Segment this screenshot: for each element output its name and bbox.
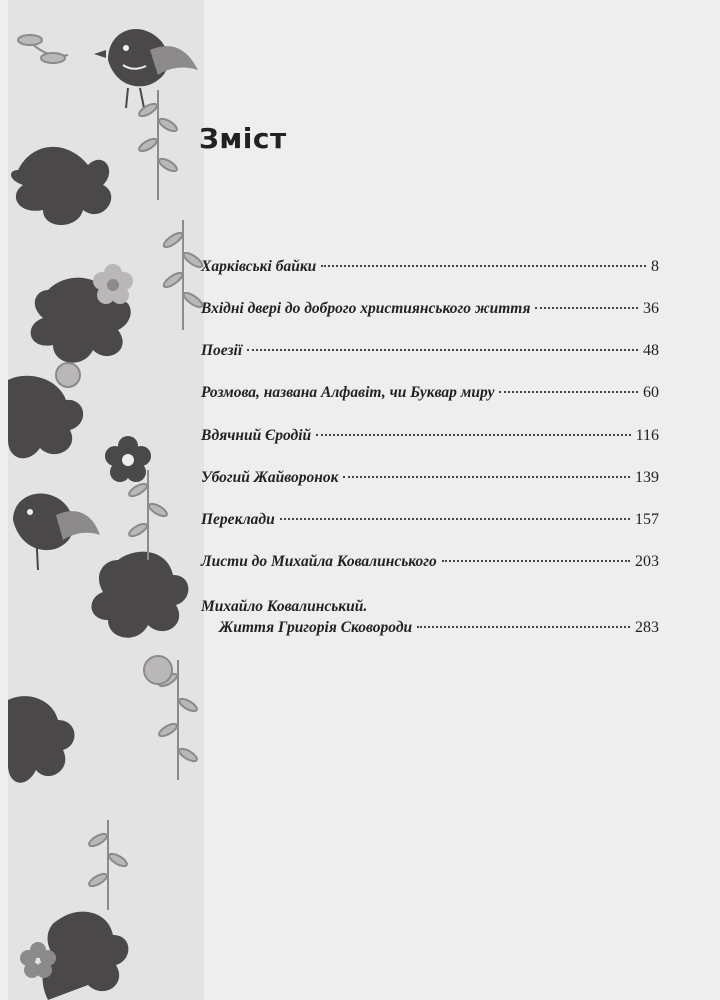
toc-entry-title: Поезії <box>201 342 243 359</box>
toc-entry-page: 60 <box>643 384 659 401</box>
toc-entry <box>201 553 659 577</box>
toc-entry <box>201 469 659 493</box>
toc-entry <box>201 342 659 366</box>
toc-entry-title: Вхідні двері до доброго християнського життя <box>201 300 531 317</box>
toc-entry-page: 36 <box>643 300 659 317</box>
toc-entry-page: 203 <box>635 553 659 570</box>
toc-entry-title: Харківські байки <box>201 258 317 275</box>
toc-entry-title: Убогий Жайворонок <box>201 469 339 486</box>
toc-entry <box>201 258 659 282</box>
toc-entry-page: 8 <box>651 258 659 275</box>
dot-leader <box>247 349 638 351</box>
dot-leader <box>499 391 638 393</box>
toc-entry <box>201 384 659 408</box>
toc-entry-page: 116 <box>635 427 659 444</box>
dot-leader <box>316 434 630 436</box>
toc-entry-title: Михайло Ковалинський. <box>201 598 368 615</box>
toc-entry-title-line2: Життя Григорія Сковороди <box>219 619 413 636</box>
toc-entry-title: Переклади <box>201 511 275 528</box>
page-title: Зміст <box>199 122 287 155</box>
toc-entry <box>201 427 659 451</box>
toc-entry-title: Розмова, названа Алфавіт, чи Буквар миру <box>201 384 495 401</box>
toc-entry-title: Вдячний Єродій <box>201 427 312 444</box>
toc-entry <box>201 595 659 643</box>
toc-entry-page: 283 <box>635 619 659 636</box>
dot-leader <box>280 518 630 520</box>
toc-entry <box>201 300 659 324</box>
toc-entry-page: 48 <box>643 342 659 359</box>
dot-leader <box>535 307 638 309</box>
toc-entry-page: 139 <box>635 469 659 486</box>
dot-leader <box>343 476 630 478</box>
dot-leader <box>417 626 630 628</box>
toc-entry <box>201 511 659 535</box>
toc-entry-title: Листи до Михайла Ковалинського <box>201 553 437 570</box>
dot-leader <box>442 560 630 562</box>
toc-entry-page: 157 <box>635 511 659 528</box>
dot-leader <box>321 265 646 267</box>
folk-ornament-border <box>8 0 204 1000</box>
